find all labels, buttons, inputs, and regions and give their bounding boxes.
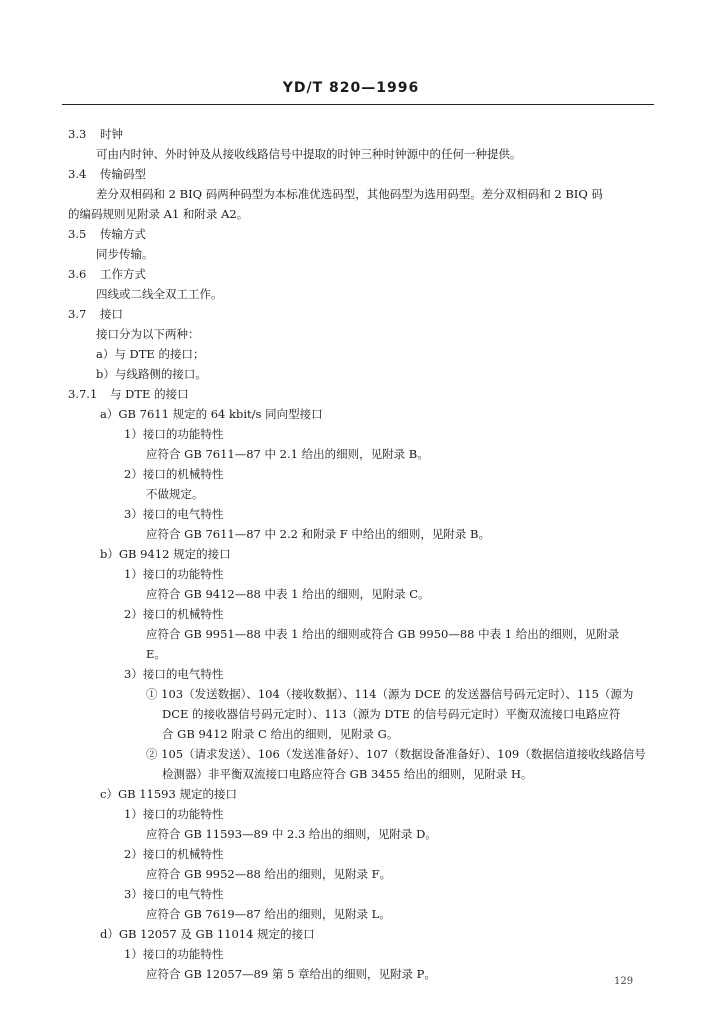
section-heading [68,226,146,242]
section-title: 传输方式 [100,227,146,241]
line-text: a）与 DTE 的接口； [96,347,205,361]
section-number: 3.3 [68,127,87,141]
line-text: d）GB 12057 及 GB 11014 规定的接口 [100,927,315,941]
line-text: ② 105（请求发送）、106（发送准备好）、107（数据设备准备好）、109（数据信道接收线路信号 [146,747,646,761]
text-line [124,806,223,822]
text-line [146,626,619,642]
line-text: 合 GB 9412 附录 C 给出的细则，见附录 G。 [162,727,399,741]
text-line [96,366,207,382]
line-text: 不做规定。 [146,487,204,501]
text-line [124,946,223,962]
section-heading [68,266,146,282]
section-title: 与 DTE 的接口 [110,387,189,401]
line-text: 3）接口的电气特性 [124,887,224,901]
text-line [100,786,237,802]
section-heading [68,126,123,142]
text-line [124,606,223,622]
section-number: 3.5 [68,227,87,241]
document-header: YD/T 820—1996 [282,80,420,96]
text-line [162,706,620,722]
line-text: 的编码规则见附录 A1 和附录 A2。 [68,207,249,221]
text-line [96,246,154,262]
text-line [100,926,315,942]
text-line [146,966,436,982]
line-text: 接口分为以下两种： [96,327,200,341]
line-text: ① 103（发送数据）、104（接收数据）、114（源为 DCE 的发送器信号码元定时）、115（源为 [146,687,634,701]
text-line [124,886,223,902]
text-line [96,186,603,202]
section-number: 3.4 [68,167,87,181]
text-line [162,766,533,782]
line-text: 四线或二线全双工工作。 [96,287,223,301]
line-text: 应符合 GB 9952—88 给出的细则，见附录 F。 [146,867,392,881]
section-title: 传输码型 [100,167,146,181]
section-heading [68,166,146,182]
section-title: 时钟 [100,127,123,141]
line-text: 3）接口的电气特性 [124,507,224,521]
line-text: 2）接口的机械特性 [124,467,224,481]
text-line [146,826,437,842]
line-text: 1）接口的功能特性 [124,947,224,961]
text-line [162,726,398,742]
section-number: 3.6 [68,267,87,281]
section-title: 接口 [100,307,123,321]
line-text: 1）接口的功能特性 [124,567,224,581]
text-line [146,446,429,462]
text-line [146,906,391,922]
section-heading [68,386,189,402]
line-text: 应符合 GB 7619—87 给出的细则，见附录 L。 [146,907,391,921]
line-text: DCE 的接收器信号码元定时）、113（源为 DTE 的信号码元定时）平衡双流接口电路应符 [162,707,621,721]
section-number: 3.7 [68,307,87,321]
page-number: 129 [614,976,634,987]
text-line [96,286,223,302]
text-line [124,506,223,522]
line-text: 2）接口的机械特性 [124,607,224,621]
line-text: 应符合 GB 7611—87 中 2.1 给出的细则，见附录 B。 [146,447,429,461]
line-text: b）GB 9412 规定的接口 [100,547,231,561]
line-text: c）GB 11593 规定的接口 [100,787,237,801]
text-line [124,426,223,442]
section-heading [68,306,123,322]
line-text: 3）接口的电气特性 [124,667,224,681]
text-line [124,666,223,682]
text-line [146,686,633,702]
line-text: 差分双相码和 2 BIQ 码两种码型为本标准优选码型，其他码型为选用码型。差分双相码和 2 BIQ 码 [96,187,603,201]
text-line [124,566,223,582]
section-number: 3.7.1 [68,387,98,401]
line-text: E。 [146,647,166,661]
line-text: 2）接口的机械特性 [124,847,224,861]
text-line [100,546,231,562]
text-line [146,746,646,762]
text-line [96,326,200,342]
line-text: 1）接口的功能特性 [124,807,224,821]
line-text: 应符合 GB 11593—89 中 2.3 给出的细则，见附录 D。 [146,827,437,841]
line-text: 可由内时钟、外时钟及从接收线路信号中提取的时钟三种时钟源中的任何一种提供。 [96,147,522,161]
text-line [96,146,522,162]
line-text: 应符合 GB 9412—88 中表 1 给出的细则，见附录 C。 [146,587,430,601]
line-text: b）与线路侧的接口。 [96,367,207,381]
text-line [124,466,223,482]
line-text: 应符合 GB 7611—87 中 2.2 和附录 F 中给出的细则，见附录 B。 [146,527,490,541]
line-text: 同步传输。 [96,247,154,261]
text-line [146,486,204,502]
header-rule [62,104,654,105]
line-text: 检测器）非平衡双流接口电路应符合 GB 3455 给出的细则，见附录 H。 [162,767,533,781]
text-line [146,646,166,662]
line-text: a）GB 7611 规定的 64 kbit/s 同向型接口 [100,407,323,421]
text-line [96,346,204,362]
line-text: 应符合 GB 12057—89 第 5 章给出的细则，见附录 P。 [146,967,436,981]
text-line [146,526,490,542]
text-line [146,866,391,882]
text-line [124,846,223,862]
line-text: 应符合 GB 9951—88 中表 1 给出的细则或符合 GB 9950—88 中表 1 给出的细则，见附录 [146,627,620,641]
text-line [146,586,430,602]
section-title: 工作方式 [100,267,146,281]
text-line [68,206,248,222]
text-line [100,406,323,422]
line-text: 1）接口的功能特性 [124,427,224,441]
